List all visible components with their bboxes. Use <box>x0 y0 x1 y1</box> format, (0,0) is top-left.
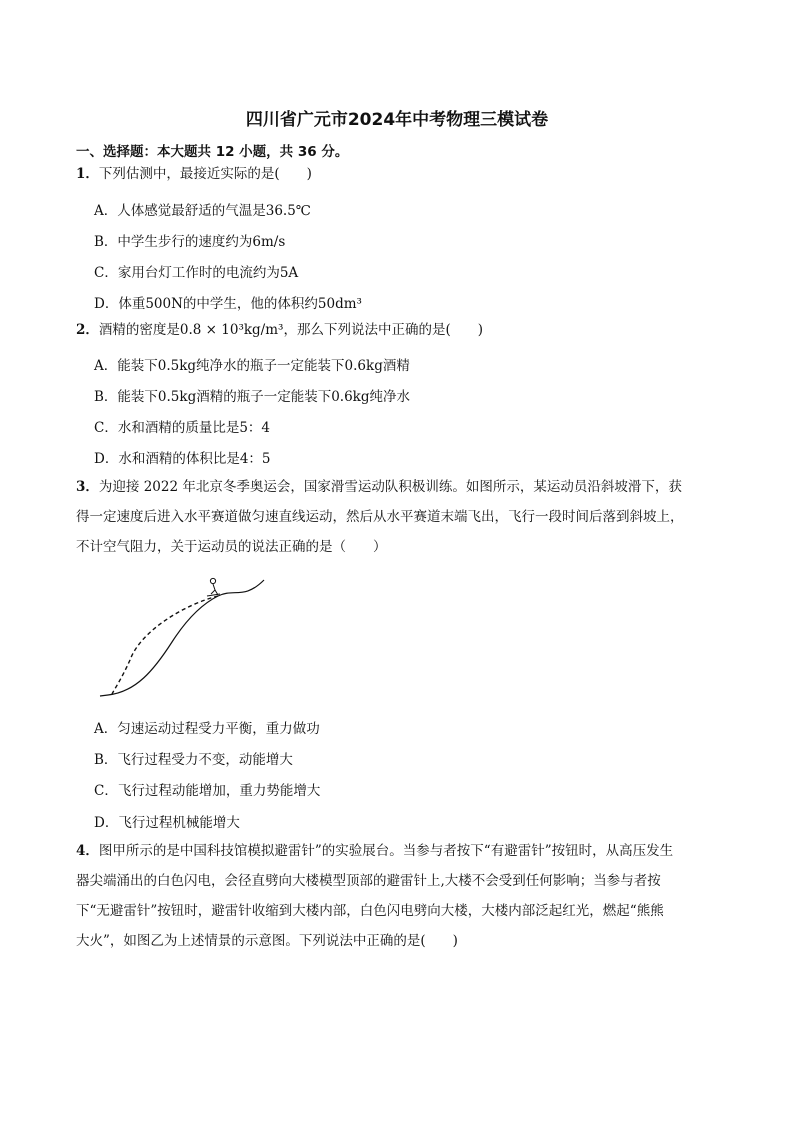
option-3d: D．飞行过程机械能增大 <box>94 815 240 831</box>
question-line: 不计空气阻力，关于运动员的说法正确的是（ ） <box>76 539 387 555</box>
option-3c: C．飞行过程动能增加，重力势能增大 <box>94 783 321 799</box>
section-heading: 一、选择题：本大题共 12 小题，共 36 分。 <box>76 144 349 160</box>
option-2c: C．水和酒精的质量比是5：4 <box>94 420 271 436</box>
question-stem: 下列估测中，最接近实际的是( ) <box>98 166 312 182</box>
question-3 <box>76 472 726 562</box>
option-2d: D．水和酒精的体积比是4：5 <box>94 451 271 467</box>
ski-slope-figure <box>96 572 272 702</box>
option-3b: B．飞行过程受力不变，动能增大 <box>94 752 293 768</box>
option-1b: B．中学生步行的速度约为6m/s <box>94 234 286 250</box>
slope-curve <box>100 580 264 696</box>
question-line: 大火”，如图乙为上述情景的示意图。下列说法中正确的是( ) <box>76 933 458 949</box>
flight-trajectory <box>112 596 218 694</box>
question-number: 1． <box>76 166 99 182</box>
option-3a: A．匀速运动过程受力平衡，重力做功 <box>94 721 320 737</box>
question-1 <box>76 159 312 190</box>
option-1c: C．家用台灯工作时的电流约为5A <box>94 265 299 281</box>
question-line: 器尖端涌出的白色闪电，会径直劈向大楼模型顶部的避雷针上,大楼不会受到任何影响；当参与者按 <box>76 873 661 889</box>
option-2b: B．能装下0.5kg酒精的瓶子一定能装下0.6kg纯净水 <box>94 389 411 405</box>
option-1d: D．体重500N的中学生，他的体积约50dm³ <box>94 296 362 312</box>
page-title: 四川省广元市2024年中考物理三模试卷 <box>245 110 549 130</box>
skier-icon <box>210 578 215 583</box>
skier-body <box>207 584 220 596</box>
option-2a: A．能装下0.5kg纯净水的瓶子一定能装下0.6kg酒精 <box>94 358 410 374</box>
question-line: 图甲所示的是中国科技馆模拟避雷针”的实验展台。当参与者按下“有避雷针”按钮时，从高压发生 <box>98 843 674 859</box>
question-line: 得一定速度后进入水平赛道做匀速直线运动，然后从水平赛道末端飞出，飞行一段时间后落到斜坡上， <box>76 509 684 525</box>
question-stem: 酒精的密度是0.8 × 10³kg/m³，那么下列说法中正确的是( ) <box>98 322 483 338</box>
question-line: 下“无避雷针”按钮时，避雷针收缩到大楼内部，白色闪电劈向大楼，大楼内部泛起红光，燃起“熊熊 <box>76 903 664 919</box>
option-1a: A．人体感觉最舒适的气温是36.5℃ <box>94 203 311 219</box>
question-number: 2． <box>76 322 99 338</box>
question-4 <box>76 836 726 956</box>
question-number: 4． <box>76 843 99 859</box>
question-line: 为迎接 2022 年北京冬季奥运会，国家滑雪运动队积极训练。如图所示，某运动员沿斜坡滑下，获 <box>98 479 682 495</box>
question-number: 3． <box>76 479 99 495</box>
question-2 <box>76 315 483 346</box>
